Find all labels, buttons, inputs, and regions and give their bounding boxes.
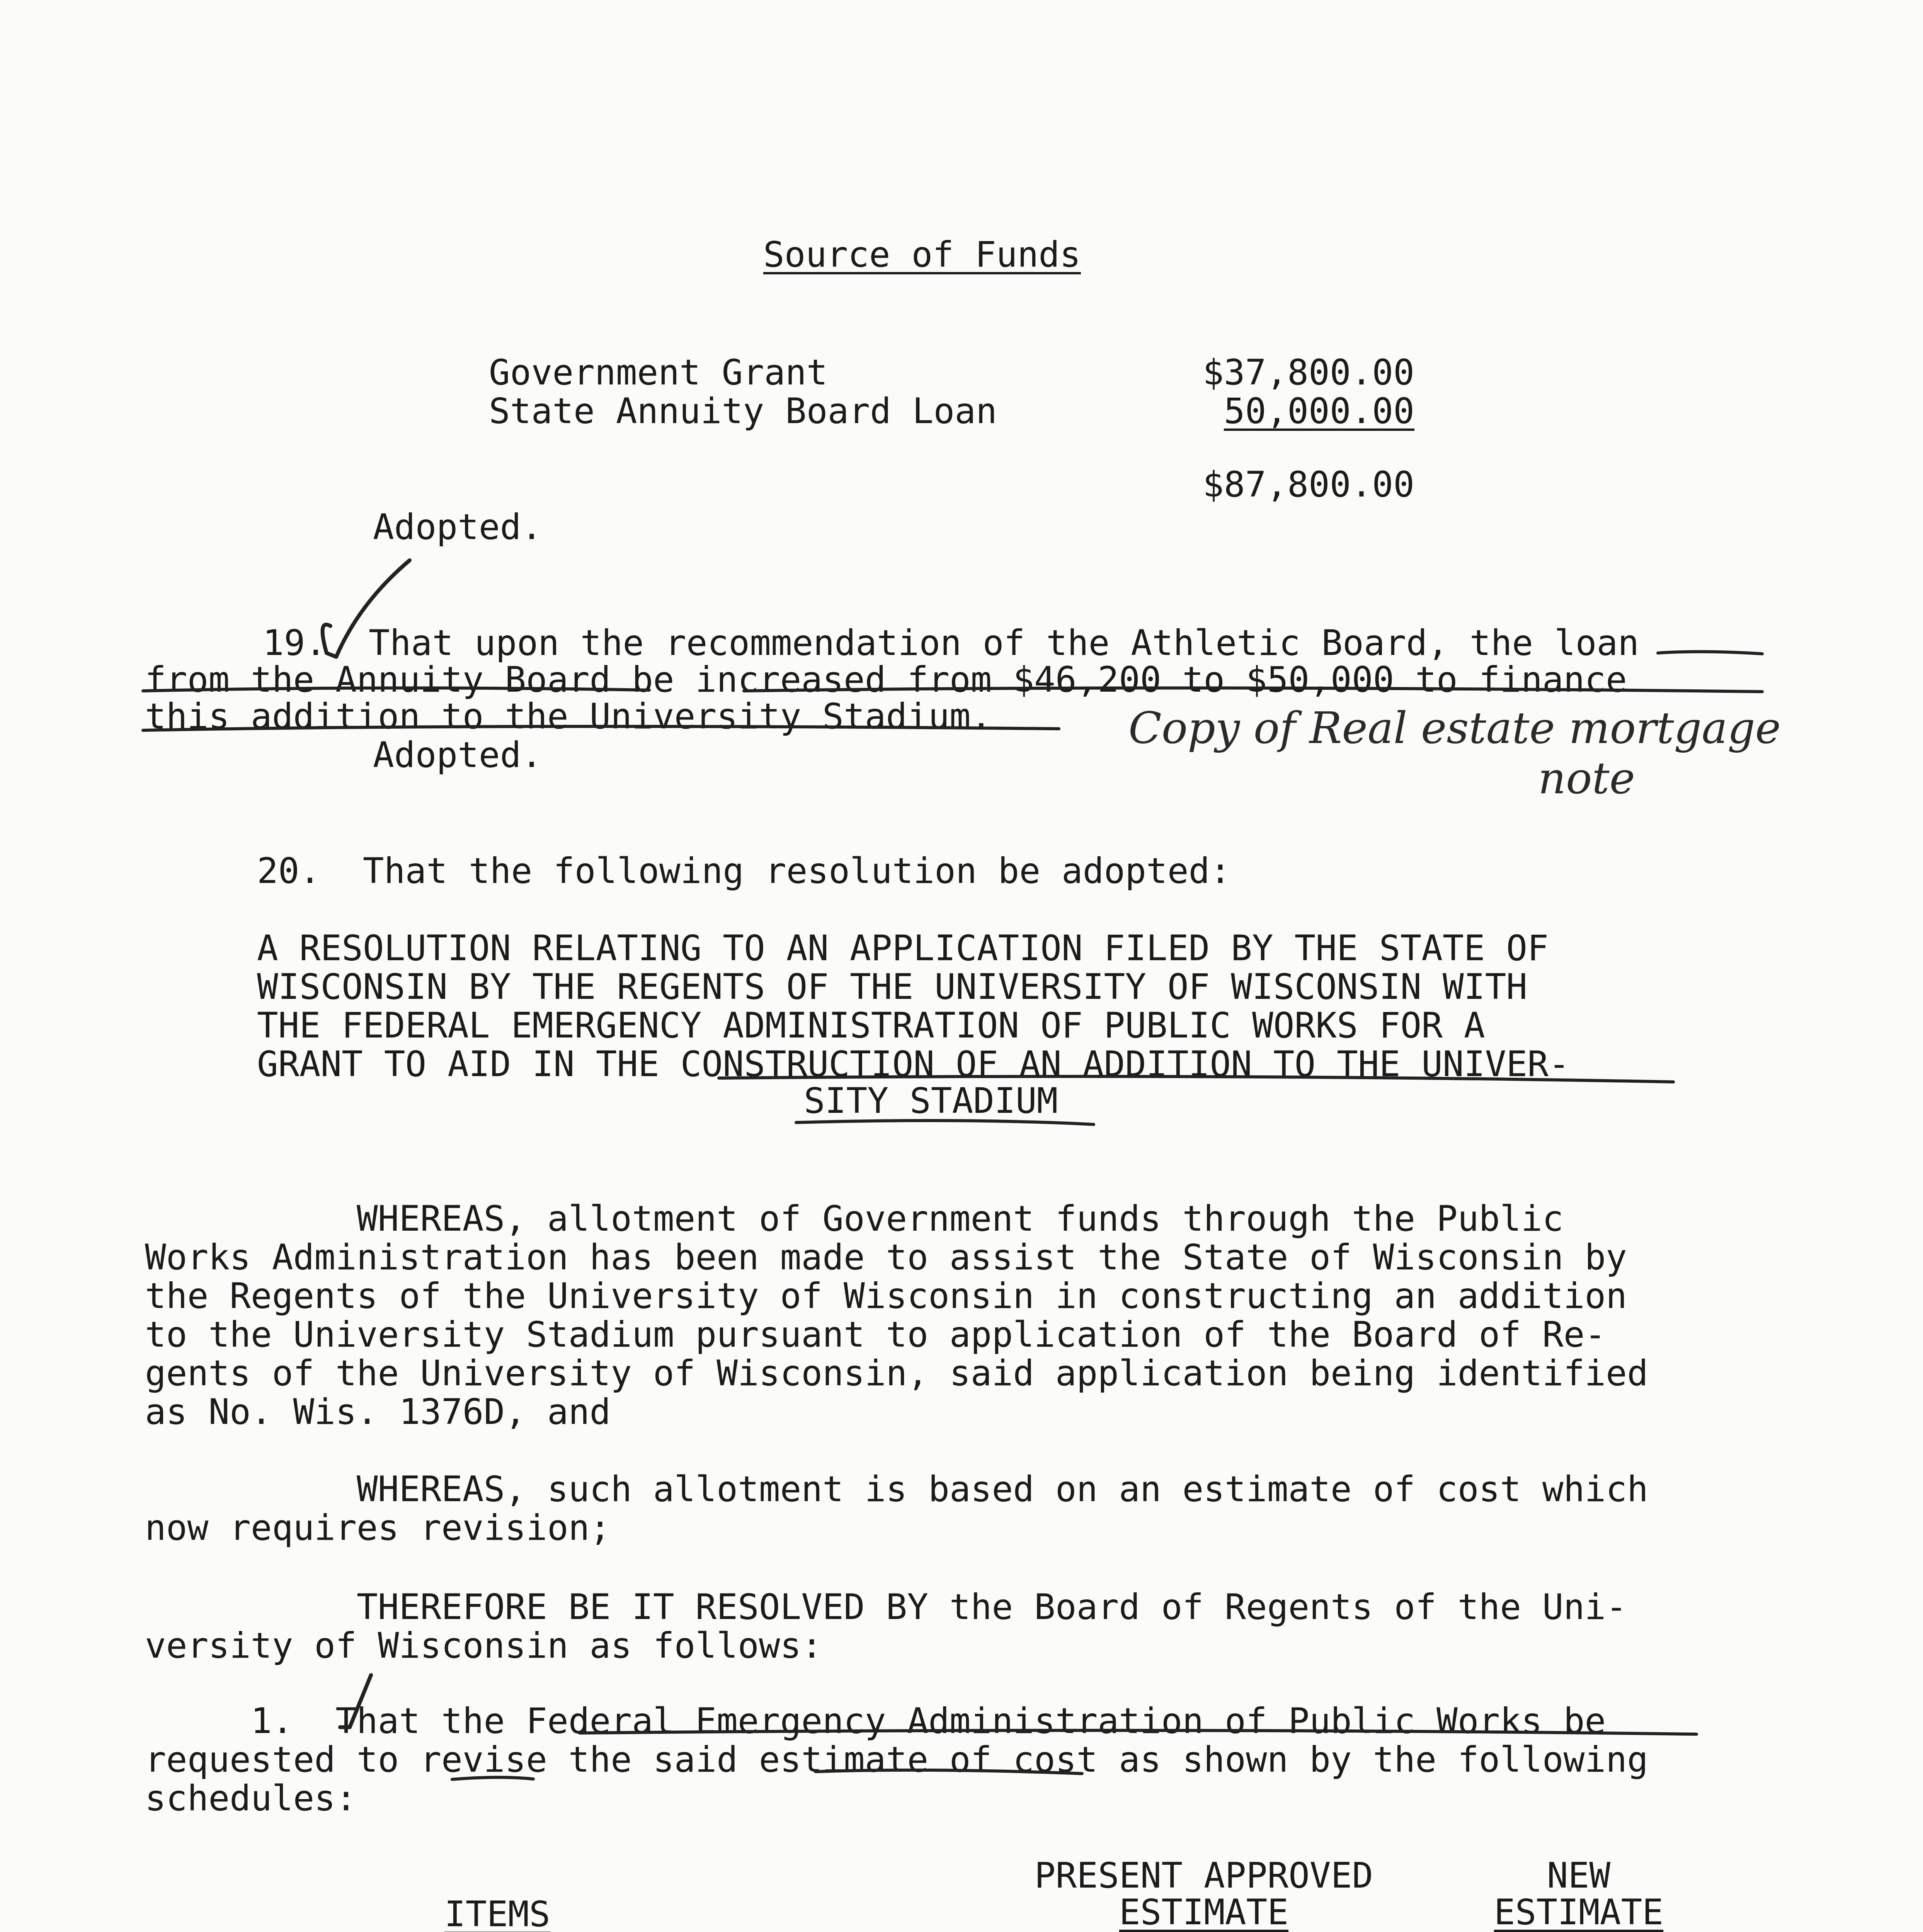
whereas-line: Works Administration has been made to assist the State of Wisconsin by — [145, 1237, 1627, 1278]
pen-underline — [143, 688, 649, 691]
whereas-line: to the University Stadium pursuant to application of the Board of Re- — [145, 1315, 1606, 1355]
pen-underline — [580, 1730, 1697, 1734]
whereas-line: gents of the University of Wisconsin, said application being identified — [145, 1353, 1648, 1394]
resolution-title-line: A RESOLUTION RELATING TO AN APPLICATION FILED BY THE STATE OF — [257, 928, 1549, 969]
handwritten-note: Copy of Real estate mortgage — [1128, 703, 1781, 753]
pen-underline — [143, 726, 1059, 730]
adopted-text: Adopted. — [373, 507, 543, 548]
fund-amount: 50,000.00 — [1224, 391, 1414, 432]
fund-label: Government Grant — [489, 352, 828, 393]
fund-total: $87,800.00 — [1203, 464, 1414, 505]
col-header-present: ESTIMATE — [1119, 1892, 1289, 1932]
pen-underline — [719, 1077, 1673, 1082]
item19-line2: from the Annuity Board be increased from $46,200 to $50,000 to finance — [145, 660, 1627, 700]
check-mark-icon — [323, 560, 410, 657]
col-header-new: ESTIMATE — [1494, 1892, 1664, 1932]
point1-line: requested to revise the said estimate of cost as shown by the following — [145, 1740, 1648, 1780]
handwritten-note: note — [1538, 753, 1635, 804]
whereas-line: now requires revision; — [145, 1508, 611, 1548]
pen-underline — [744, 688, 1762, 692]
check-mark-icon — [340, 1675, 371, 1727]
resolution-title-line: THE FEDERAL EMERGENCY ADMINISTRATION OF PUBLIC WORKS FOR A — [257, 1005, 1485, 1046]
item19-line3: this addition to the University Stadium. — [145, 696, 992, 737]
pen-underline — [1658, 651, 1762, 654]
col-header-items: ITEMS — [444, 1894, 550, 1932]
adopted-text: Adopted. — [373, 735, 543, 776]
col-header-new: NEW — [1547, 1855, 1611, 1896]
item19-line1: 19. That upon the recommendation of the Athletic Board, the loan — [263, 623, 1639, 663]
pen-underline — [796, 1121, 1094, 1124]
whereas-line: WHEREAS, allotment of Government funds through the Public — [145, 1199, 1564, 1239]
fund-amount: $37,800.00 — [1203, 352, 1414, 393]
pen-underline — [815, 1770, 1082, 1774]
resolution-title-line: WISCONSIN BY THE REGENTS OF THE UNIVERSITY OF WISCONSIN WITH — [257, 967, 1528, 1007]
col-header-present: PRESENT APPROVED — [1034, 1855, 1373, 1896]
whereas-line: the Regents of the University of Wisconsin in constructing an addition — [145, 1276, 1627, 1316]
whereas-line: WHEREAS, such allotment is based on an estimate of cost which — [145, 1469, 1648, 1510]
item20-intro: 20. That the following resolution be adopted: — [257, 851, 1231, 891]
section-heading: Source of Funds — [763, 235, 1081, 275]
point1-line: 1. That the Federal Emergency Administration of Public Works be — [145, 1701, 1606, 1742]
resolution-title-line: GRANT TO AID IN THE CONSTRUCTION OF AN ADDITION TO THE UNIVER- — [257, 1044, 1570, 1085]
fund-label: State Annuity Board Loan — [489, 391, 997, 432]
pen-underline — [452, 1777, 533, 1779]
resolved-line: versity of Wisconsin as follows: — [145, 1626, 823, 1666]
resolved-line: THEREFORE BE IT RESOLVED BY the Board of Regents of the Uni- — [145, 1587, 1627, 1628]
resolution-title-line: SITY STADIUM — [804, 1081, 1058, 1121]
point1-line: schedules: — [145, 1778, 357, 1819]
whereas-line: as No. Wis. 1376D, and — [145, 1392, 611, 1432]
